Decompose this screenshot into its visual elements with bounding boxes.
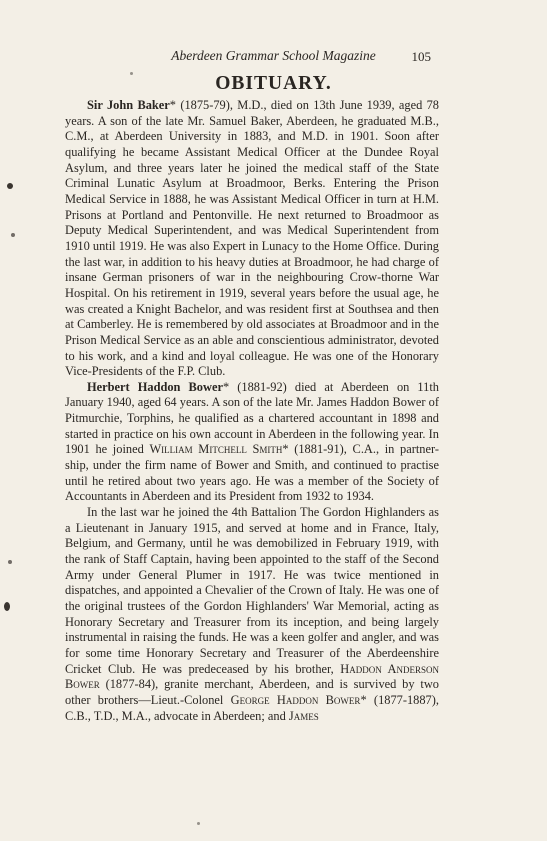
entry-text: (1877-84), granite merchant, Aberdeen, and is survived by two other brothers—Lieut.-Colonel	[65, 677, 439, 707]
person-name: Haddon Anderson Bower	[65, 661, 439, 692]
section-title: OBITUARY.	[215, 73, 332, 94]
person-name: William Mitchell Smith	[149, 442, 283, 457]
entry-text: In the last war he joined the 4th Battalion The Gordon Highlanders as a Lieutenant in January 1915, and served at home and in France, Italy, Belgium, and Germany, until he was demobilized in February 1919, with the rank of Staff Captain, having been appointed to the staff of the Second Army under General Plumer in 1917. He was twice mentioned in dispatches, and appointed a Chevalier of the Crown of Italy. He was one of the original trustees of the Gordon Highlanders' War Memorial, acting as Honorary Secretary and Treasurer from its inception, and being largely instrumental in raising the funds. He was a keen golfer and angler, and was for some time Honorary Secretary and Treasurer of the Aberdeenshire Cricket Club. He was predeceased by his brother,	[65, 505, 439, 676]
scan-speck	[11, 233, 15, 237]
person-name: George Haddon Bower	[230, 692, 361, 707]
entry-name: Herbert Haddon Bower	[87, 379, 223, 394]
obituary-entry-bower	[65, 380, 439, 505]
entry-text: * (1875-79), M.D., died on 13th June 1939, aged 78 years. A son of the late Mr. Samuel Baker, Aberdeen, he graduated M.B., C.M., at Aberdeen University in 1883, and M.D. in 1901. Soon after qualifying he became Assistant Medical Officer at the Dundee Royal Asylum, and three years later he joined the medical staff of the State Criminal Lunatic Asylum at Broadmoor, Berks. Entering the Prison Medical Service in 1888, he was Assistant Medical Officer in turn at H.M. Prisons at Portland and Pentonville. He next returned to Broadmoor as Deputy Medical Superintendent, and was Medical Superintendent from 1910 until 1919. He was also Expert in Lunacy to the Home Office. During the last war, in addition to his heavy duties at Broadmoor, he had charge of insane German prisoners of war in the neighbouring Crow-thorne War Hospital. On his retirement in 1919, several years before the usual age, he was created a Knight Bachelor, and was resident first at Southsea and then at Camberley. He is remembered by old associates at Broadmoor and in the Prison Medical Service as an able and conscientious administrator, devoted to his work, and a kind and loyal colleague. He was one of the Honorary Vice-Presidents of the F.P. Club.	[65, 98, 439, 379]
page-header	[0, 48, 547, 66]
entry-text: * (1877-1887), C.B., T.D., M.A., advocate in Aberdeen; and	[65, 692, 439, 723]
scan-speck	[4, 602, 10, 611]
obituary-body	[65, 98, 439, 724]
entry-name: Sir John Baker	[87, 98, 170, 112]
obituary-entry-bower-continued	[65, 505, 439, 724]
obituary-entry-baker	[65, 98, 439, 380]
entry-text: * (1881-91), C.A., in partner-ship, under the firm name of Bower and Smith, and continued to practise until he retired about two years ago. He was a member of the Society of Accountants in Aberdeen and its President from 1932 to 1934.	[65, 442, 439, 504]
scan-speck	[8, 560, 12, 564]
entry-text: * (1881-92) died at Aberdeen on 11th January 1940, aged 64 years. A son of the late Mr. James Haddon Bower of Pitmurchie, Torphins, he qualified as a chartered accountant in 1898 and started in practice on his own account in Aberdeen in the following year. In 1901 he joined	[65, 379, 439, 457]
person-name: James	[288, 708, 319, 723]
page-number: 105	[411, 49, 431, 64]
scan-speck	[197, 822, 200, 825]
scan-speck	[7, 183, 13, 189]
scan-speck	[130, 72, 133, 75]
running-title: Aberdeen Grammar School Magazine	[171, 48, 376, 63]
